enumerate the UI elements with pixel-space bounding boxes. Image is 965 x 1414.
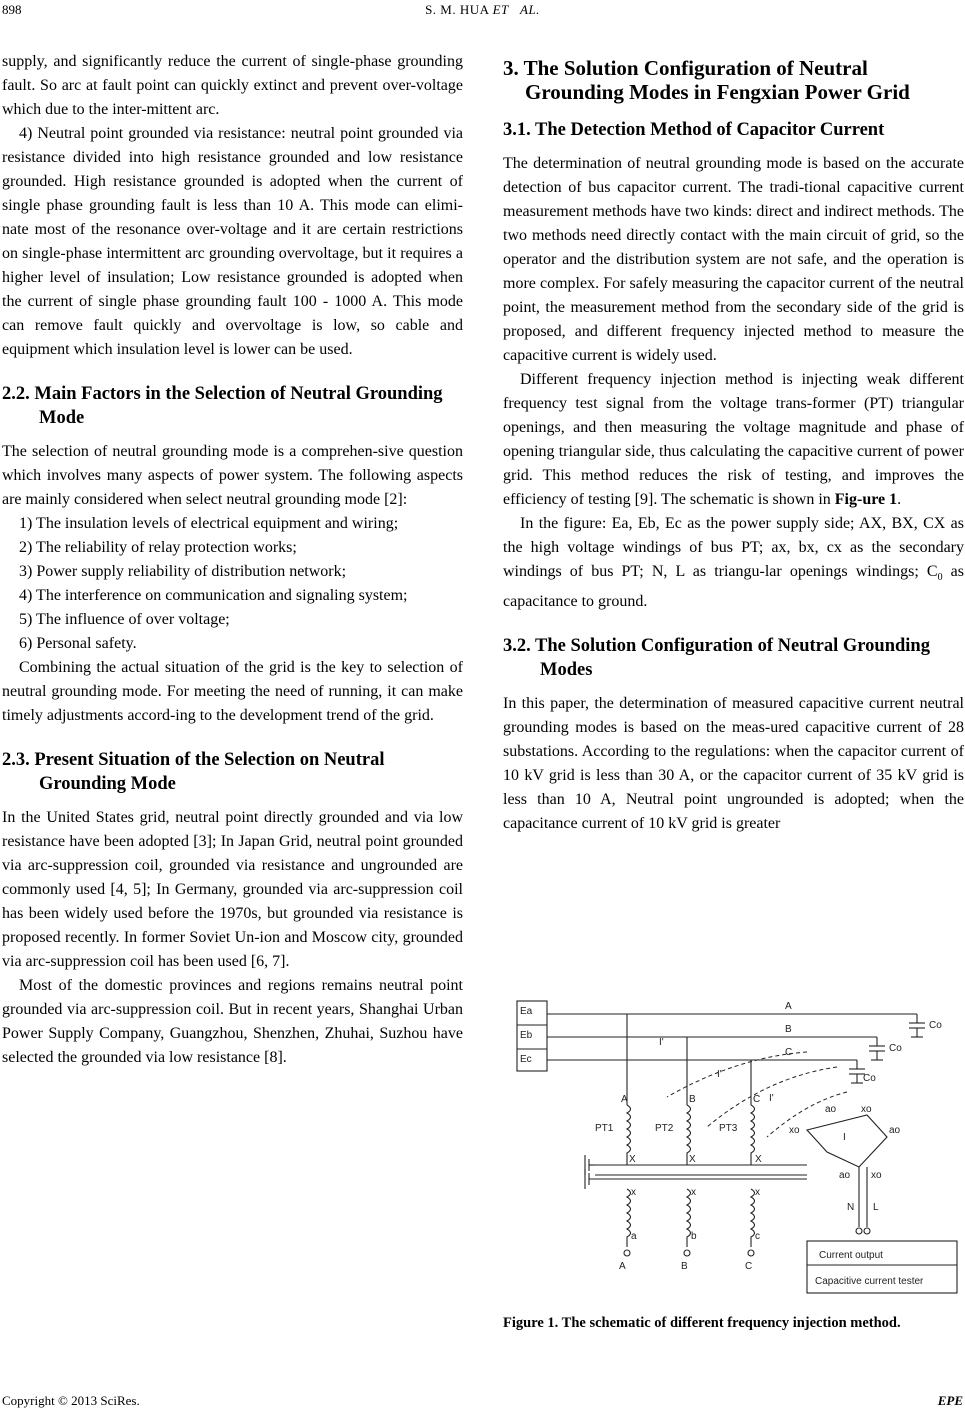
label-current-output: Current output [819, 1250, 883, 1261]
footer-copyright: Copyright © 2013 SciRes. [2, 1393, 140, 1408]
label-x-lower: x [631, 1187, 636, 1198]
label-pt-b: B [689, 1094, 696, 1105]
left-column [2, 50, 463, 1070]
label-ea: Ea [520, 1006, 533, 1017]
heading-3: 3. The Solution Configuration of Neutral Grounding Modes in Fengxian Power Grid [503, 56, 910, 104]
label-pt-a: A [621, 1094, 628, 1105]
list-item: 2) The reliability of relay protection works; [19, 539, 297, 556]
label-l: L [873, 1202, 879, 1213]
paragraph-2-3-b: Most of the domestic provinces and regions remains neutral point grounded via arc-suppression coil. But in recent years, Shanghai Urban Power Supply Company, Guangzhou, Shenzhen, Zhuhai, Suzhou have selected the grounded via low resistance [8]. [2, 977, 463, 1066]
label-out-b: B [681, 1261, 688, 1272]
right-column [503, 50, 964, 836]
label-pt1: PT1 [595, 1123, 614, 1134]
label-out-a: A [619, 1261, 626, 1272]
label-xo: xo [789, 1125, 800, 1136]
list-item: 6) Personal safety. [19, 635, 137, 652]
label-co: Co [889, 1043, 902, 1054]
paragraph-2-3-a: In the United States grid, neutral point directly grounded and via low resistance have been adopted [3]; In Japan Grid, neutral point grounded via arc-suppression coil, grounded via resistance and ungrounded are commonly used [4, 5]; In Germany, grounded via arc-suppression coil has been widely used before the 1970s, but grounded via resistance is proposed recently. In former Soviet Un-ion and Moscow city, grounded via arc-suppression coil has been used [6, 7]. [2, 809, 463, 970]
paragraph-resistance-grounding: 4) Neutral point grounded via resistance: neutral point grounded via resistance divided into high resistance grounded and low resistance grounded. High resistance grounded is adopted when the current of single phase grounding fault is less than 10 A. This mode can elimi-nate most of the resonance over-voltage and it are certain restrictions on single-phase intermittent arc grounding overvoltage, but it requires a higher level of insulation; Low resistance grounded is adopted when the current of single phase grounding fault 100 - 1000 A. This mode can remove fault quickly and overvoltage is low, so cable and equipment which insulation level is lower can be used. [2, 125, 463, 358]
label-ao: ao [889, 1125, 901, 1136]
heading-3-1: 3.1. The Detection Method of Capacitor Current [503, 120, 885, 140]
label-pt2: PT2 [655, 1123, 674, 1134]
label-ec: Ec [520, 1054, 532, 1065]
label-i-prime: I' [717, 1069, 722, 1080]
label-a: a [631, 1231, 637, 1242]
label-xo: xo [871, 1170, 882, 1181]
label-b: b [691, 1231, 697, 1242]
heading-2-3: 2.3. Present Situation of the Selection on Neutral Grounding Mode [2, 750, 385, 794]
list-item: 5) The influence of over voltage; [19, 611, 230, 628]
label-x: X [629, 1154, 636, 1165]
label-bus-c: C [785, 1047, 793, 1058]
figure-caption: Figure 1. The schematic of different frequency injection method. [503, 1315, 901, 1331]
label-c: c [755, 1231, 760, 1242]
label-n: N [847, 1202, 855, 1213]
footer-journal: EPE [937, 1393, 963, 1408]
list-item: 4) The interference on communication and signaling system; [19, 587, 408, 604]
label-xo: xo [861, 1104, 872, 1115]
paragraph-3-2: In this paper, the determination of measured capacitive current neutral grounding modes is based on the meas-ured capacitive current of 28 substations. According to the regulations: when the capacitor current of 10 kV grid is less than 30 A, or the capacitor current of 35 kV grid is less than 10 A, Neutral point ungrounded is adopted; when the capacitance current of 10 kV grid is greater [503, 695, 964, 833]
label-x-lower: x [755, 1187, 760, 1198]
list-item: 1) The insulation levels of electrical equipment and wiring; [19, 515, 399, 532]
label-co: Co [863, 1073, 876, 1084]
label-ao: ao [839, 1170, 851, 1181]
heading-3-2: 3.2. The Solution Configuration of Neutral Grounding Modes [503, 636, 930, 681]
label-x: X [755, 1154, 762, 1165]
list-item: 3) Power supply reliability of distribution network; [19, 563, 347, 580]
label-eb: Eb [520, 1030, 533, 1041]
paragraph-3-1-a: The determination of neutral grounding mode is based on the accurate detection of bus capacitor current. The tradi-tional capacitive current measurement methods have two kinds: direct and indirect methods. The two methods need directly contact with the main circuit of grid, so the operator and the distribution system are not safe, and the operation is more complex. For safely measuring the capacitor current of the neutral point, the measurement method from the secondary side of the grid is proposed, and different frequency injected method to measure the capacitive current is widely used. [503, 155, 964, 364]
label-i-prime: I' [769, 1093, 774, 1104]
paragraph-2-2: The selection of neutral grounding mode is a comprehen-sive question which involves many aspects of power system. The following aspects are mainly considered when select neutral grounding mode [2]: [2, 443, 463, 508]
running-header-authors: S. M. HUA ET AL. [425, 2, 540, 17]
label-out-c: C [745, 1261, 753, 1272]
label-i: I [843, 1132, 846, 1143]
figure-1-schematic [507, 997, 963, 1297]
figure-reference[interactable]: Fig-ure 1 [834, 491, 898, 508]
label-co: Co [929, 1020, 942, 1031]
label-pt-c: C [753, 1094, 761, 1105]
paragraph-3-1-b: Different frequency injection method is injecting weak different frequency test signal from the voltage trans-former (PT) triangular openings, and then measuring the voltage magnitude and phase of opening triangular side, thus calculating the capacitive current of power grid. This method reduces the risk of testing, and improves the efficiency of testing [9]. The schematic is shown in Fig-ure 1. [503, 371, 964, 508]
label-x: X [689, 1154, 696, 1165]
page-number: 898 [2, 2, 22, 17]
label-bus-b: B [785, 1024, 792, 1035]
label-ao: ao [825, 1104, 837, 1115]
label-capacitive-current-tester: Capacitive current tester [815, 1276, 924, 1287]
heading-2-2: 2.2. Main Factors in the Selection of Neutral Grounding Mode [2, 384, 443, 428]
paragraph-intro: supply, and significantly reduce the current of single-phase grounding fault. So arc at fault point can quickly extinct and prevent over-voltage which due to the inter-mittent arc. [2, 53, 463, 118]
label-pt3: PT3 [719, 1123, 738, 1134]
paragraph-2-2-conclusion: Combining the actual situation of the grid is the key to selection of neutral grounding mode. For meeting the need of running, it can make timely adjustments accord-ing to the development trend of the grid. [2, 659, 463, 724]
label-x-lower: x [691, 1187, 696, 1198]
paragraph-3-1-c: In the figure: Ea, Eb, Ec as the power supply side; AX, BX, CX as the high voltage windings of bus PT; ax, bx, cx as the secondary windings of bus PT; N, L as triangu-lar openings windings; $C_0$ as capacitance to ground. [503, 515, 965, 611]
label-bus-a: A [785, 1001, 792, 1012]
label-i-prime: I' [659, 1037, 664, 1048]
